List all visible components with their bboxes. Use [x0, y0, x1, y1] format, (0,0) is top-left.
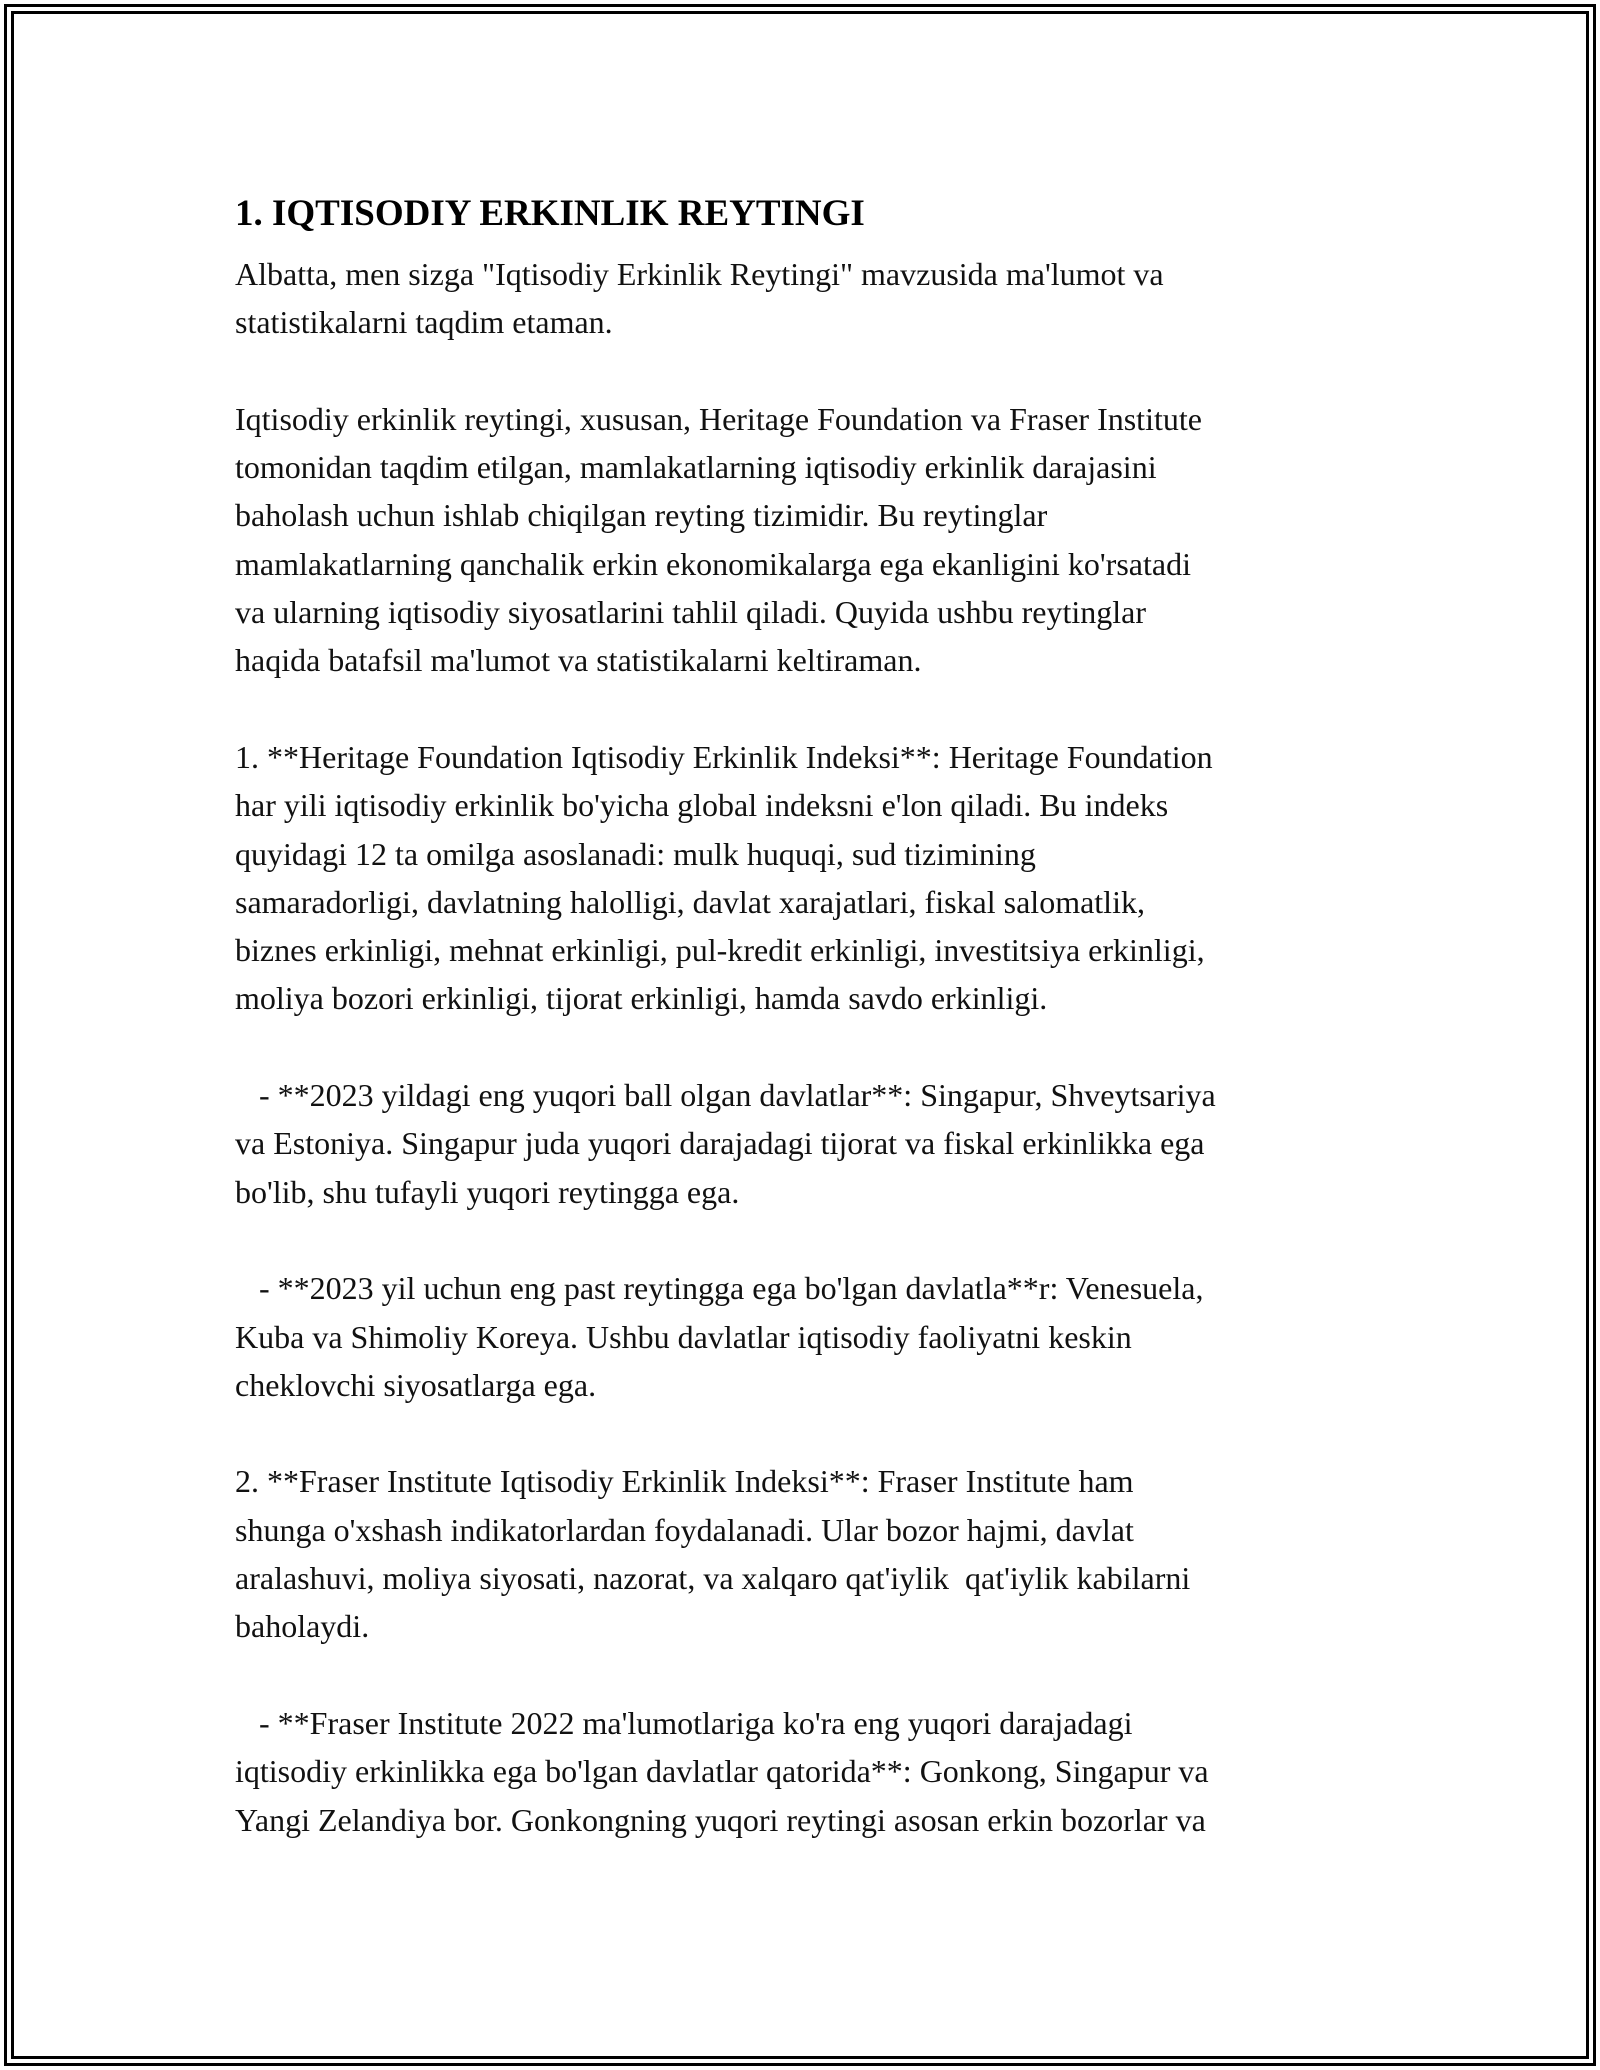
paragraph-heritage-bottom: - **2023 yil uchun eng past reytingga ega bo'lgan davlatla**r: Venesuela, Kuba va Shimoliy Koreya. Ushbu davlatlar iqtisodiy faoliyatni keskin cheklovchi siyosatlarga ega.: [235, 1270, 1204, 1403]
document-title: 1. IQTISODIY ERKINLIK REYTINGI: [235, 193, 865, 234]
paragraph-heritage-top: - **2023 yildagi eng yuqori ball olgan davlatlar**: Singapur, Shveytsariya va Estoniya. Singapur juda yuqori darajadagi tijorat va fiskal erkinlikka ega bo'lib, shu tufayli yuqori reytingga ega.: [235, 1077, 1216, 1210]
paragraph-fraser-top: - **Fraser Institute 2022 ma'lumotlariga ko'ra eng yuqori darajadagi iqtisodiy erkinlikka ega bo'lgan davlatlar qatorida**: Gonkong, Singapur va Yangi Zelandiya bor. Gonkongning yuqori reytingi asosan erkin bozorlar va: [235, 1704, 1209, 1838]
document-body: [235, 186, 1385, 1892]
paragraph-fraser-index: 2. **Fraser Institute Iqtisodiy Erkinlik Indeksi**: Fraser Institute ham shunga o'xshash indikatorlardan foydalanadi. Ular bozor hajmi, davlat aralashuvi, moliya siyosati, nazorat, va xalqaro qat'iylik qat'iylik kabilarni baholaydi.: [235, 1463, 1191, 1645]
paragraph-overview: Iqtisodiy erkinlik reytingi, xususan, Heritage Foundation va Fraser Institute tomonidan taqdim etilgan, mamlakatlarning iqtisodiy erkinlik darajasini baholash uchun ishlab chiqilgan reyting tizimidir. Bu reytinglar mamlakatlarning qanchalik erkin ekonomikalarga ega ekanligini ko'rsatadi va ularning iqtisodiy siyosatlarini tahlil qiladi. Quyida ushbu reytinglar haqida batafsil ma'lumot va statistikalarni keltiraman.: [235, 400, 1202, 679]
paragraph-intro: Albatta, men sizga "Iqtisodiy Erkinlik Reytingi" mavzusida ma'lumot va statistikalarni taqdim etaman.: [235, 256, 1164, 341]
paragraph-heritage-index: 1. **Heritage Foundation Iqtisodiy Erkinlik Indeksi**: Heritage Foundation har yili iqtisodiy erkinlik bo'yicha global indeksni e'lon qiladi. Bu indeks quyidagi 12 ta omilga asoslanadi: mulk huquqi, sud tizimining samaradorligi, davlatning halolligi, davlat xarajatlari, fiskal salomatlik, biznes erkinligi, mehnat erkinligi, pul-kredit erkinligi, investitsiya erkinligi, moliya bozori erkinligi, tijorat erkinligi, hamda savdo erkinligi.: [235, 738, 1213, 1017]
